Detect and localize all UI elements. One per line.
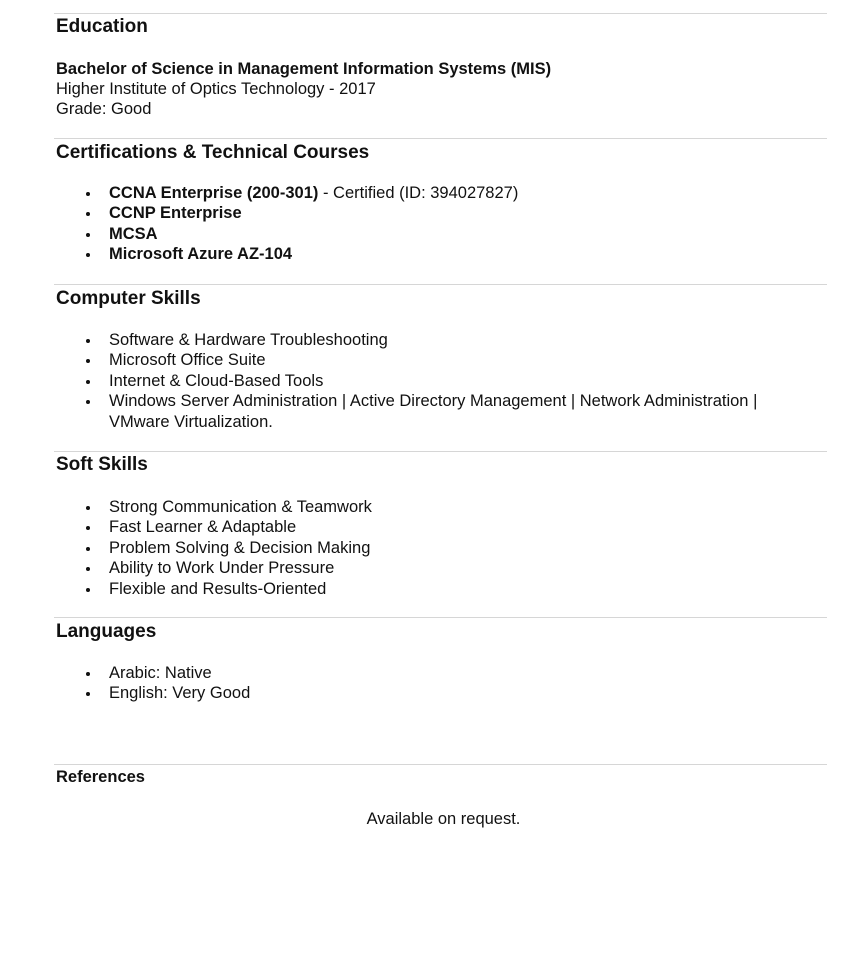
computer-skills-heading: Computer Skills <box>56 288 201 309</box>
certification-note: - Certified (ID: 394027827) <box>318 184 519 202</box>
list-item <box>0 224 809 244</box>
soft-skills-list <box>0 497 853 599</box>
section-divider <box>54 764 827 765</box>
list-item: Strong Communication & Teamwork <box>0 497 809 517</box>
languages-list <box>0 663 853 704</box>
section-divider <box>54 13 827 14</box>
list-item: Ability to Work Under Pressure <box>0 558 809 578</box>
certifications-heading: Certifications & Technical Courses <box>56 142 370 163</box>
section-divider <box>54 284 827 285</box>
list-item: Fast Learner & Adaptable <box>0 517 809 537</box>
list-item: Microsoft Office Suite <box>0 350 809 370</box>
list-item: English: Very Good <box>0 683 809 703</box>
certification-name: CCNA Enterprise (200-301) <box>109 184 319 202</box>
list-item: Problem Solving & Decision Making <box>0 538 809 558</box>
education-heading: Education <box>56 16 148 37</box>
languages-heading: Languages <box>56 621 157 642</box>
list-item: Software & Hardware Troubleshooting <box>0 330 809 350</box>
section-divider <box>54 617 827 618</box>
degree-title: Bachelor of Science in Management Information Systems (MIS) <box>56 60 552 78</box>
certification-name: MCSA <box>109 224 158 243</box>
certification-name: CCNP Enterprise <box>109 204 242 223</box>
certifications-list <box>0 183 853 265</box>
grade-text: Grade: Good <box>56 100 152 118</box>
list-item <box>0 183 809 203</box>
computer-skills-list <box>0 330 853 432</box>
section-divider <box>54 451 827 452</box>
list-item: Windows Server Administration | Active Directory Management | Network Administration | VMware Virtualization. <box>0 391 809 432</box>
certification-name: Microsoft Azure AZ-104 <box>109 245 293 264</box>
institution-text: Higher Institute of Optics Technology - 2017 <box>56 80 376 98</box>
references-heading: References <box>56 768 145 786</box>
list-item: Internet & Cloud-Based Tools <box>0 371 809 391</box>
soft-skills-heading: Soft Skills <box>56 454 148 475</box>
section-divider <box>54 138 827 139</box>
references-text: Available on request. <box>366 810 521 828</box>
list-item: Flexible and Results-Oriented <box>0 579 809 599</box>
list-item <box>0 244 809 264</box>
list-item <box>0 203 809 223</box>
list-item: Arabic: Native <box>0 663 809 683</box>
